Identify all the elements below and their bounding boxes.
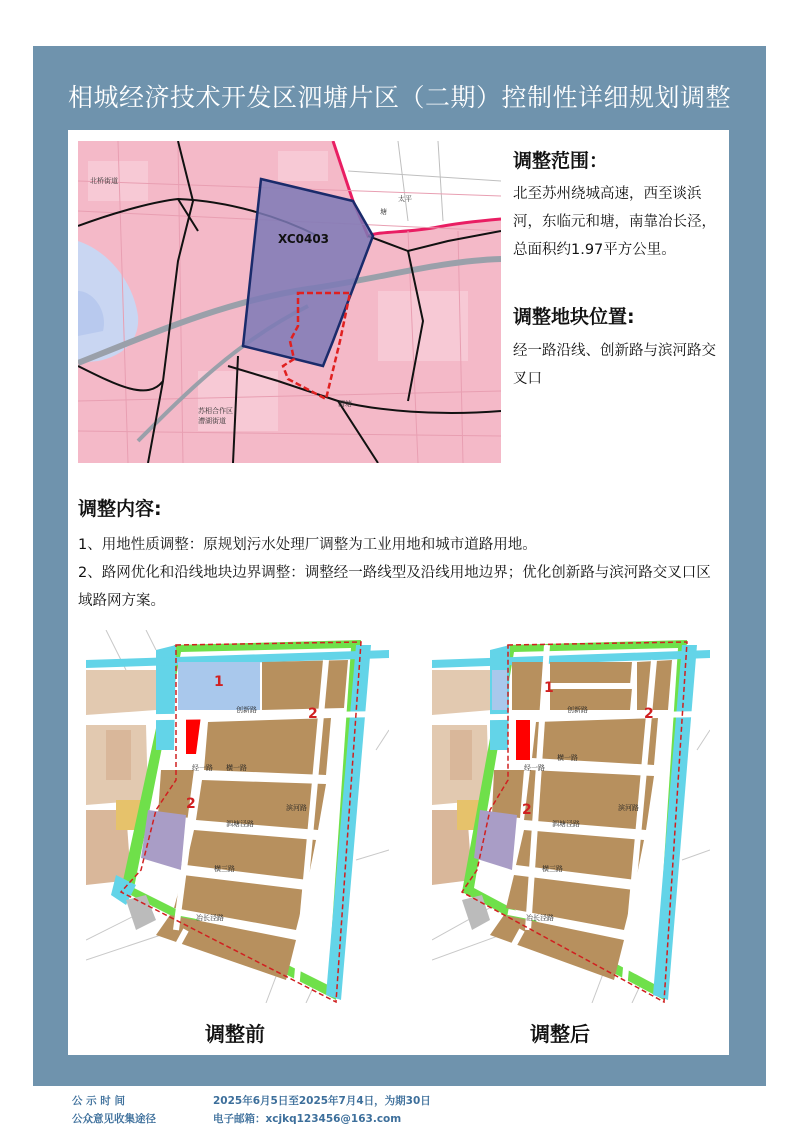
- marker-after-3: 2: [522, 802, 532, 818]
- road-label-before-5: 横三路: [214, 865, 235, 873]
- road-label-before-6: 冶长泾路: [196, 914, 224, 922]
- road-label-after-2: 横一路: [557, 754, 578, 762]
- marker-before-3: 2: [186, 796, 196, 812]
- road-label-before-7: 滨河路: [286, 804, 307, 812]
- place-label-1: 北桥街道: [90, 177, 118, 185]
- marker-after-1: 1: [544, 680, 554, 696]
- road-label-before-3: 经一路: [192, 764, 213, 772]
- notice-value: 2025年6月5日至2025年7月4日，为期30日: [213, 1095, 431, 1107]
- caption-before: 调整前: [205, 1022, 265, 1046]
- block-label: XC0403: [278, 232, 330, 246]
- place-label-2: 苏相合作区: [198, 407, 233, 415]
- plan-map-after-graphic: [432, 630, 710, 1003]
- range-heading: 调整范围：: [513, 150, 609, 172]
- road-label-after-3: 经一路: [524, 764, 545, 772]
- caption-after: 调整后: [530, 1022, 590, 1046]
- location-heading: 调整地块位置:: [513, 306, 635, 328]
- road-label-after-6: 冶长泾路: [526, 914, 554, 922]
- page-title: 相城经济技术开发区泗塘片区（二期）控制性详细规划调整: [67, 83, 731, 112]
- road-label-before-2: 横一路: [226, 764, 247, 772]
- place-label-5: 太平: [398, 195, 412, 203]
- feedback-value[interactable]: 电子邮箱：xcjkq123456@163.com: [213, 1113, 402, 1125]
- road-label-after-1: 创新路: [567, 706, 588, 714]
- feedback-label: 公众意见收集途径: [72, 1113, 156, 1125]
- plan-map-before-graphic: [86, 630, 389, 1003]
- plan-map-after: [432, 630, 710, 1003]
- notice-label: 公 示 时 间: [72, 1095, 125, 1107]
- location-text: 经一路沿线、创新路与滨河路交叉口: [513, 343, 716, 387]
- place-label-3: 漕湖街道: [198, 417, 226, 425]
- marker-after-2: 2: [644, 706, 654, 722]
- road-label-before-1: 创新路: [236, 706, 257, 714]
- road-label-after-5: 横三路: [542, 865, 563, 873]
- road-label-after-7: 滨河路: [618, 804, 639, 812]
- location-map-graphic: [78, 141, 501, 463]
- content-item-1: 1、用地性质调整：原规划污水处理厂调整为工业用地和城市道路用地。: [78, 537, 537, 553]
- marker-before-1: 1: [214, 674, 224, 690]
- plan-map-before: [86, 630, 389, 1003]
- content-heading: 调整内容:: [78, 498, 162, 520]
- location-map: [78, 141, 501, 463]
- content-item-2: 2、路网优化和沿线地块边界调整：调整经一路线型及沿线用地边界；优化创新路与滨河路交叉口区域路网方案。: [78, 565, 711, 609]
- place-label-4: 渭塘: [338, 400, 352, 408]
- place-label-6: 塘: [380, 208, 387, 216]
- road-label-after-4: 泗塘泾路: [552, 820, 580, 828]
- marker-before-2: 2: [308, 706, 318, 722]
- road-label-before-4: 泗塘泾路: [226, 820, 254, 828]
- footer: [0, 1086, 800, 1131]
- range-text: 北至苏州绕城高速，西至谈浜河，东临元和塘，南靠冶长泾，总面积约1.97平方公里。: [513, 186, 716, 258]
